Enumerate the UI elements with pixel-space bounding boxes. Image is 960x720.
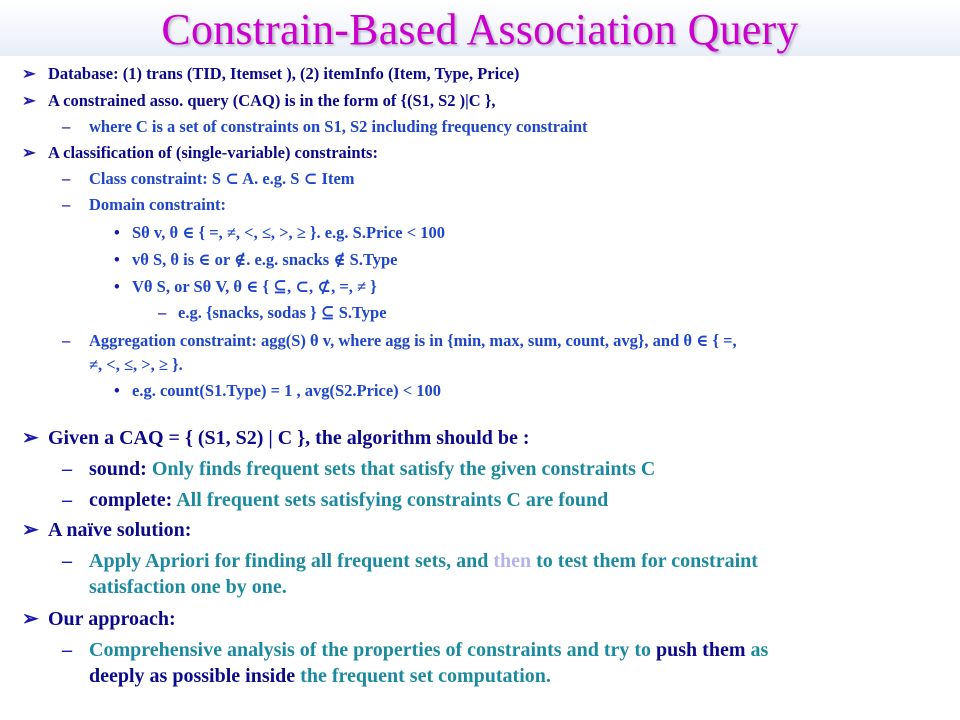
approach-text-c: the frequent set computation. xyxy=(295,665,551,687)
arrow-bullet-icon: ➢ xyxy=(22,427,39,449)
approach-text-a: Comprehensive analysis of the properties of constraints and try to xyxy=(89,639,657,661)
domain-example-text: e.g. {snacks, sodas } ⊆ S.Type xyxy=(178,303,387,322)
dash-bullet: – xyxy=(62,195,71,214)
dot-bullet: • xyxy=(114,223,120,242)
sub-item-text: Class constraint: S ⊂ A. e.g. S ⊂ Item xyxy=(89,169,355,188)
domain-item-text: Vθ S, or Sθ V, θ ∈ { ⊆, ⊂, ⊄, =, ≠ } xyxy=(132,277,377,296)
arrow-bullet-icon: ➢ xyxy=(22,64,36,83)
arrow-bullet-icon: ➢ xyxy=(22,519,39,541)
complete-term: complete: xyxy=(89,489,177,511)
dot-bullet: • xyxy=(114,277,120,296)
dash-bullet: – xyxy=(62,117,71,136)
apriori-text-a: Apply Apriori for finding all frequent sets, and xyxy=(89,550,494,572)
bullet-text: A constrained asso. query (CAQ) is in the form of {(S1, S2 )|C }, xyxy=(48,91,496,110)
bullet-text: Our approach: xyxy=(48,608,176,630)
sub-item-text: Domain constraint: xyxy=(89,195,227,214)
sound-term: sound: xyxy=(89,458,152,480)
bullet-text: A naïve solution: xyxy=(48,519,192,541)
apriori-text-c: satisfaction one by one. xyxy=(89,576,287,598)
dash-bullet: – xyxy=(62,169,71,188)
bullet-text: A classification of (single-variable) constraints: xyxy=(48,143,378,162)
sound-definition: Only finds frequent sets that satisfy the given constraints C xyxy=(151,458,656,480)
apriori-text-b: to test them for constraint xyxy=(531,550,758,572)
sub-item-text: Aggregation constraint: agg(S) θ v, where agg is in {min, max, sum, count, avg}, and θ ∈ { =, xyxy=(89,331,737,350)
slide-title: Constrain-Based Association Query xyxy=(161,5,799,54)
arrow-bullet-icon: ➢ xyxy=(22,608,39,630)
dash-bullet: – xyxy=(158,303,167,322)
aggregation-example-text: e.g. count(S1.Type) = 1 , avg(S2.Price) < 100 xyxy=(132,381,442,400)
dash-bullet: – xyxy=(62,639,72,661)
dot-bullet: • xyxy=(114,250,120,269)
dash-bullet: – xyxy=(62,489,72,511)
dash-bullet: – xyxy=(62,458,72,480)
domain-item-text: Sθ v, θ ∈ { =, ≠, <, ≤, >, ≥ }. e.g. S.Price < 100 xyxy=(132,223,445,242)
deeply-phrase: deeply as possible inside xyxy=(89,665,296,687)
push-them-phrase: push them xyxy=(656,639,746,661)
domain-item-text: vθ S, θ is ∈ or ∉. e.g. snacks ∉ S.Type xyxy=(132,250,398,269)
sub-item-text: ≠, <, ≤, >, ≥ }. xyxy=(89,355,183,374)
dash-bullet: – xyxy=(62,331,71,350)
bullet-text: Given a CAQ = { (S1, S2) | C }, the algorithm should be : xyxy=(48,427,530,449)
sub-item-text: where C is a set of constraints on S1, S2 including frequency constraint xyxy=(89,117,588,136)
approach-text-b: as xyxy=(745,639,769,661)
bullet-text: Database: (1) trans (TID, Itemset ), (2) itemInfo (Item, Type, Price) xyxy=(48,64,520,83)
dash-bullet: – xyxy=(62,550,72,572)
complete-definition: All frequent sets satisfying constraints C are found xyxy=(176,489,609,511)
arrow-bullet-icon: ➢ xyxy=(22,143,36,162)
arrow-bullet-icon: ➢ xyxy=(22,91,36,110)
dot-bullet: • xyxy=(114,381,120,400)
then-word: then xyxy=(493,550,532,572)
